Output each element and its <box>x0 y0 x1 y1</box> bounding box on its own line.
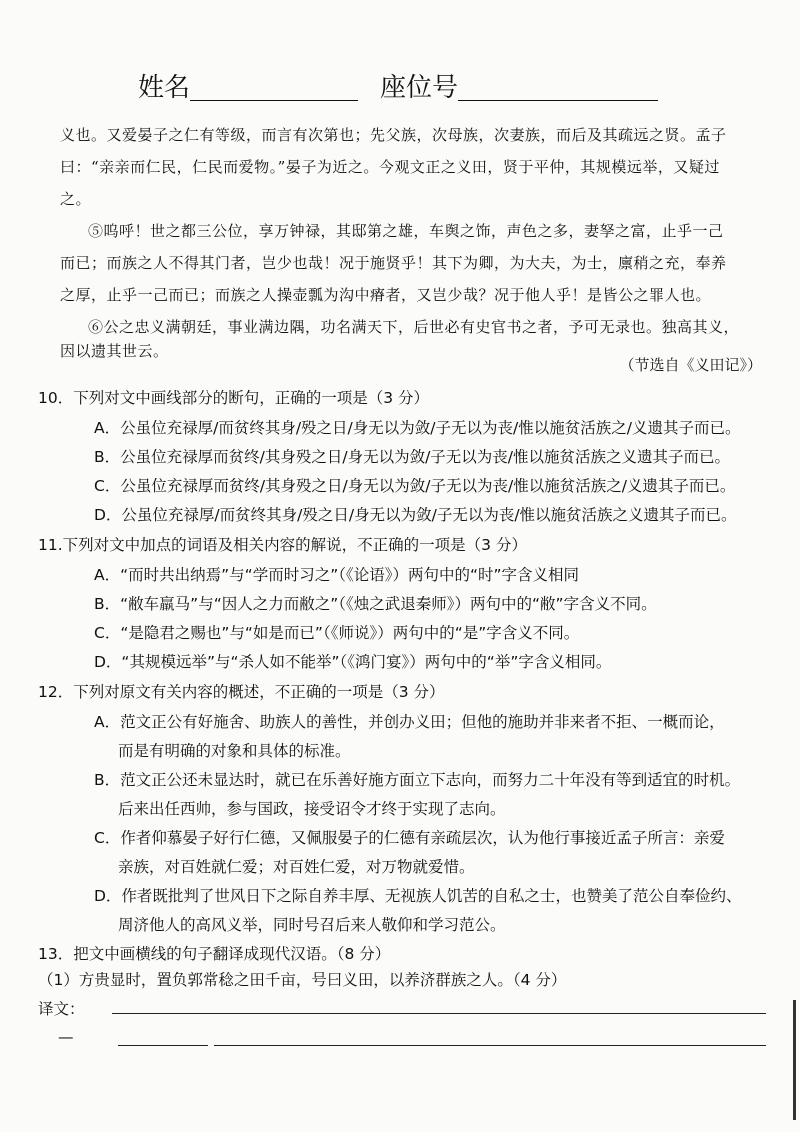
passage-line: 义也。又爱晏子之仁有等级，而言有次第也；先父族，次母族，次妻族，而后及其疏远之贤。孟子 <box>60 126 727 144</box>
question-12-option-a-cont: 而是有明确的对象和具体的标准。 <box>118 742 351 760</box>
student-info-header <box>130 70 690 106</box>
question-10-stem: 10．下列对文中画线部分的断句，正确的一项是（3 分） <box>38 389 430 407</box>
question-12-option-d-cont: 周济他人的高风义举，同时号召后来人敬仰和学习范公。 <box>118 916 506 934</box>
passage-line: 之厚，止乎一己而已；而族之人操壶瓢为沟中瘠者，又岂少哉？况于他人乎！是皆公之罪人也。 <box>60 286 712 304</box>
question-11-stem: 11.下列对文中加点的词语及相关内容的解说，不正确的一项是（3 分） <box>38 536 527 554</box>
seat-label: 座位号 <box>380 73 459 103</box>
question-12-stem: 12．下列对原文有关内容的概述，不正确的一项是（3 分） <box>38 683 445 701</box>
question-12-option-a[interactable]: A．范文正公有好施舍、助族人的善性，并创办义田；但他的施助并非来者不拒、一概而论， <box>94 713 725 731</box>
question-11-option-a[interactable]: A．“而时共出纳焉”与“学而时习之”（《论语》）两句中的“时”字含义相同 <box>94 566 580 584</box>
question-10-option-a[interactable]: A．公虽位充禄厚/而贫终其身/殁之日/身无以为敛/子无以为丧/惟以施贫活族之/义遗其子而已。 <box>94 419 741 437</box>
passage-line: 因以遗其世云。 <box>60 342 169 360</box>
name-field[interactable] <box>190 100 358 101</box>
question-13-part-1: （1）方贵显时，置负郭常稔之田千亩，号曰义田，以养济群族之人。（4 分） <box>38 971 567 989</box>
passage-line: 而已；而族之人不得其门者，岂少也哉！况于施贤乎！其下为卿，为大夫，为士，廪稍之充，奉养 <box>60 254 727 272</box>
name-label: 姓名 <box>138 73 191 103</box>
answer-line-2b[interactable] <box>214 1045 766 1046</box>
passage-line: 之。 <box>60 190 92 208</box>
question-12-option-c[interactable]: C．作者仰慕晏子好行仁德，又佩服晏子的仁德有亲疏层次，认为他行事接近孟子所言：亲爱 <box>94 829 725 847</box>
question-11-option-c[interactable]: C．“是隐君之赐也”与“如是而已”（《师说》）两句中的“是”字含义不同。 <box>94 624 580 642</box>
answer-line-1[interactable] <box>112 1013 766 1014</box>
question-12-option-b-cont: 后来出任西帅，参与国政，接受诏令才终于实现了志向。 <box>118 800 506 818</box>
answer-dash: — <box>58 1028 74 1046</box>
seat-field[interactable] <box>458 100 658 101</box>
question-13-stem: 13．把文中画横线的句子翻译成现代汉语。（8 分） <box>38 945 391 963</box>
question-12-option-d[interactable]: D．作者既批判了世风日下之际自养丰厚、无视族人饥苦的自私之士，也赞美了范公自奉俭约、 <box>94 887 742 905</box>
scan-edge-mark <box>793 1000 796 1120</box>
question-11-option-d[interactable]: D．“其规模远举”与“杀人如不能举”（《鸿门宴》）两句中的“举”字含义相同。 <box>94 653 612 671</box>
answer-line-2a[interactable] <box>118 1045 208 1046</box>
passage-source: （节选自《义田记》） <box>619 356 762 374</box>
question-12-option-c-cont: 亲族，对百姓就仁爱；对百姓仁爱，对万物就爱惜。 <box>118 858 475 876</box>
question-11-option-b[interactable]: B．“敝车羸马”与“因人之力而敝之”（《烛之武退秦师》）两句中的“敝”字含义不同。 <box>94 595 657 613</box>
question-10-option-d[interactable]: D．公虽位充禄厚/而贫终其身/殁之日/身无以为敛/子无以为丧/惟以施贫活族之义遗其子而已。 <box>94 506 737 524</box>
passage-line: ⑤呜呼！世之都三公位，享万钟禄，其邸第之雄，车舆之饰，声色之多，妻孥之富，止乎一己 <box>88 222 724 240</box>
answer-label: 译文： <box>38 1000 85 1018</box>
question-10-option-b[interactable]: B．公虽位充禄厚而贫终/其身殁之日/身无以为敛/子无以为丧/惟以施贫活族之义遗其子而已。 <box>94 448 731 466</box>
passage-line: ⑥公之忠义满朝廷，事业满边隅，功名满天下，后世必有史官书之者，予可无录也。独高其义， <box>88 318 740 336</box>
passage-line: 曰：“亲亲而仁民，仁民而爱物。”晏子为近之。今观文正之义田，贤于平仲，其规模远举，又疑过 <box>60 158 720 176</box>
question-12-option-b[interactable]: B．范文正公还未显达时，就已在乐善好施方面立下志向，而努力二十年没有等到适宜的时机。 <box>94 771 741 789</box>
question-10-option-c[interactable]: C．公虽位充禄厚而贫终/其身殁之日/身无以为敛/子无以为丧/惟以施贫活族之/义遗其子而已。 <box>94 477 736 495</box>
